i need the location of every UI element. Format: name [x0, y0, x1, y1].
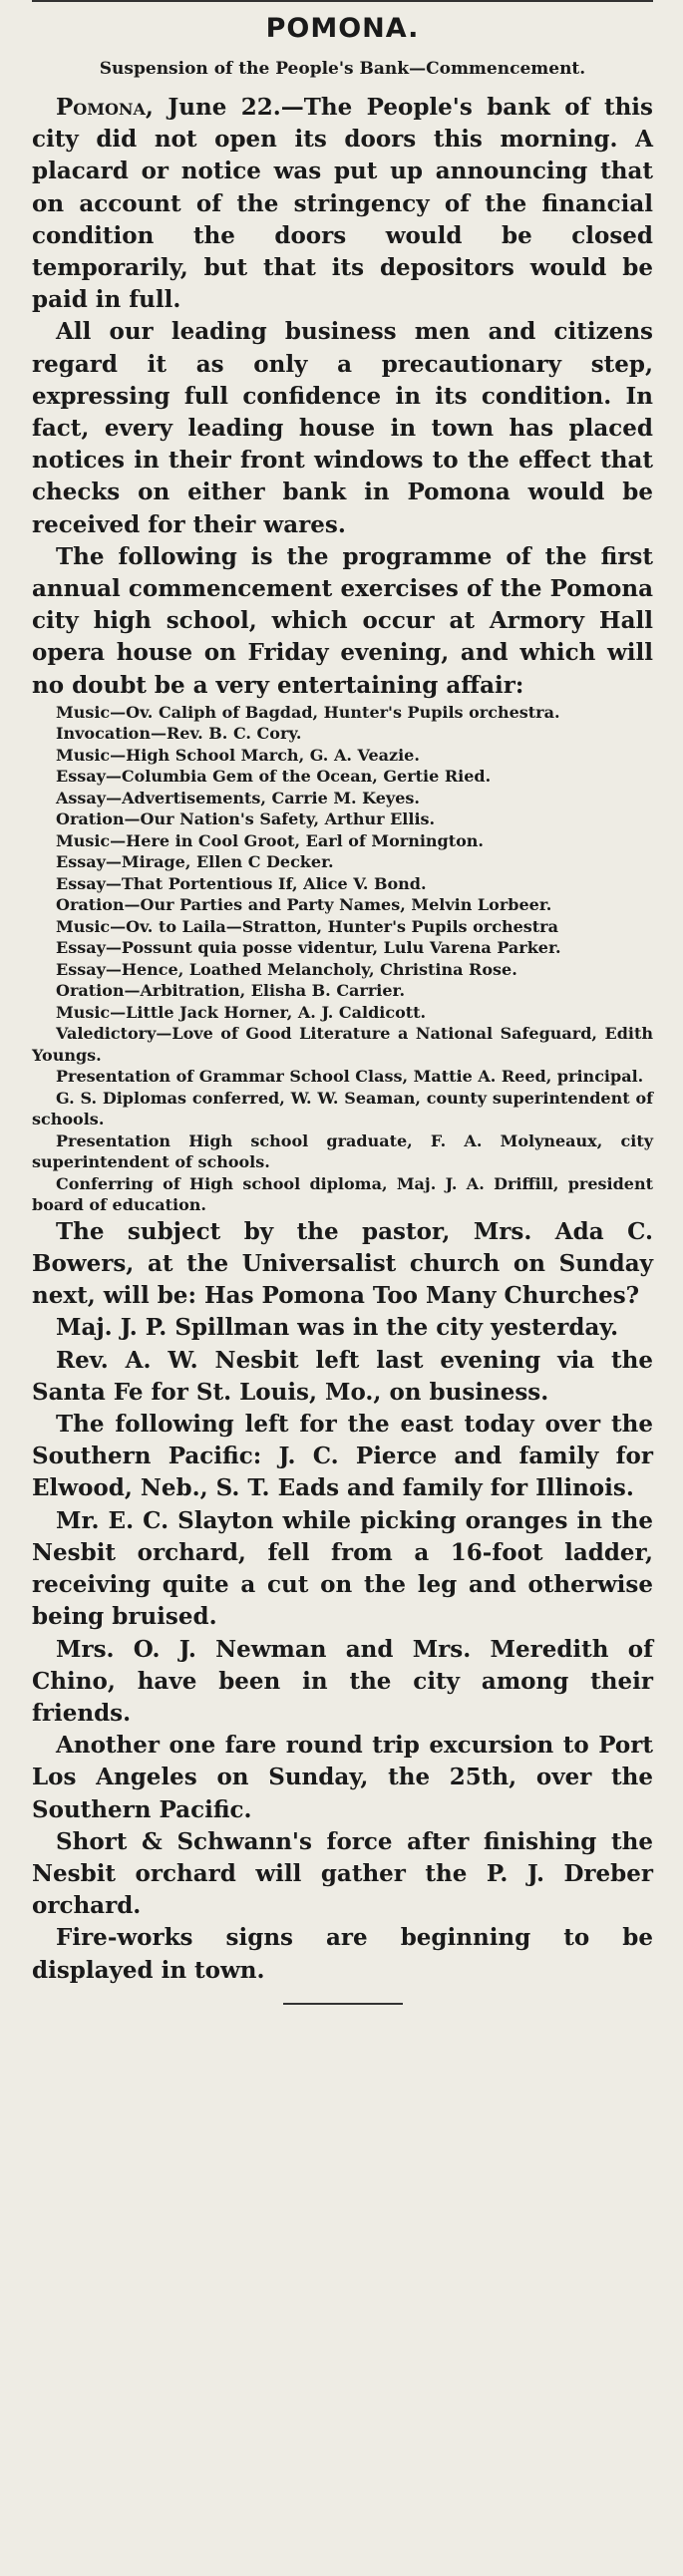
programme-item: Essay—Columbia Gem of the Ocean, Gertie Ried. [56, 767, 492, 787]
programme-item: Valedictory—Love of Good Literature a National Safeguard, Edith Youngs. [32, 1024, 653, 1065]
note-paragraph: The subject by the pastor, Mrs. Ada C. Bowers, at the Universalist church on Sunday next, will be: Has Pomona Too Many Churches? [32, 1217, 653, 1310]
programme-item: Presentation of Grammar School Class, Mattie A. Reed, principal. [56, 1067, 644, 1087]
lead-text: June 22.—The People's bank of this city did not open its doors this morning. A placard or notice was put up announcing that on account of the stringency of the financial condition the doors would be closed temporarily, but that its depositors would be paid in full. [32, 94, 653, 314]
note-paragraph: Mrs. O. J. Newman and Mrs. Meredith of Chino, have been in the city among their friends. [32, 1635, 653, 1727]
note-paragraph: Rev. A. W. Nesbit left last evening via the Santa Fe for St. Louis, Mo., on business. [32, 1346, 653, 1406]
dateline: Pomona, [56, 94, 154, 121]
note-paragraph: The following left for the east today over the Southern Pacific: J. C. Pierce and family for Elwood, Neb., S. T. Eads and family for Illinois. [32, 1411, 653, 1502]
programme-item: Oration—Our Nation's Safety, Arthur Ellis. [56, 809, 436, 829]
note-paragraph: Maj. J. P. Spillman was in the city yesterday. [56, 1314, 619, 1342]
programme-item: Presentation High school graduate, F. A. Molyneaux, city superintendent of schools. [32, 1130, 653, 1172]
programme-item: Invocation—Rev. B. C. Cory. [56, 724, 302, 744]
programme-item: Essay—Mirage, Ellen C Decker. [56, 852, 334, 872]
local-notes [32, 1216, 653, 1987]
programme-item: Essay—Possunt quia posse videntur, Lulu Varena Parker. [56, 938, 561, 958]
programme-list [32, 702, 653, 1216]
programme-item: Essay—That Portentious If, Alice V. Bond. [56, 873, 427, 893]
programme-item: Music—Ov. to Laila—Stratton, Hunter's Pupils orchestra [56, 916, 558, 936]
note-paragraph: Mr. E. C. Slayton while picking oranges in the Nesbit orchard, fell from a 16-foot ladder, receiving quite a cut on the leg and otherwise being bruised. [32, 1506, 653, 1631]
note-paragraph: Another one fare round trip excursion to Port Los Angeles on Sunday, the 25th, over the Southern Pacific. [32, 1732, 653, 1823]
headline: POMONA. [265, 13, 420, 44]
note-paragraph: Short & Schwann's force after finishing the Nesbit orchard will gather the P. J. Dreber orchard. [32, 1827, 653, 1920]
programme-item: Music—Little Jack Horner, A. J. Caldicott. [56, 1002, 427, 1022]
top-rule [32, 0, 653, 2]
programme-item: Assay—Advertisements, Carrie M. Keyes. [56, 788, 420, 807]
note-paragraph: Fire-works signs are beginning to be displayed in town. [32, 1924, 653, 1984]
programme-item: Music—Ov. Caliph of Bagdad, Hunter's Pupils orchestra. [56, 702, 560, 722]
programme-item: Essay—Hence, Loathed Melancholy, Christina Rose. [56, 959, 517, 979]
lead-paragraph [32, 92, 653, 316]
programme-item: G. S. Diplomas conferred, W. W. Seaman, county superintendent of schools. [32, 1088, 653, 1129]
programme-item: Oration—Our Parties and Party Names, Melvin Lorbeer. [56, 895, 552, 915]
paragraph-3: The following is the programme of the first annual commencement exercises of the Pomona city high school, which occur at Armory Hall opera house on Friday evening, and which will no doubt be a very entertaining affair: [32, 542, 653, 699]
programme-item: Music—High School March, G. A. Veazie. [56, 745, 420, 765]
programme-item: Conferring of High school diploma, Maj. J. A. Driffill, president board of education. [32, 1173, 653, 1215]
bottom-rule [283, 2003, 403, 2005]
programme-item: Oration—Arbitration, Elisha B. Carrier. [56, 981, 406, 1001]
subheadline: Suspension of the People's Bank—Commencement. [99, 59, 586, 79]
programme-item: Music—Here in Cool Groot, Earl of Mornington. [56, 830, 484, 850]
paragraph-2: All our leading business men and citizens regard it as only a precautionary step, expressing full confidence in its condition. In fact, every leading house in town has placed notices in their front windows to the effect that checks on either bank in Pomona would be received for their wares. [32, 318, 653, 538]
